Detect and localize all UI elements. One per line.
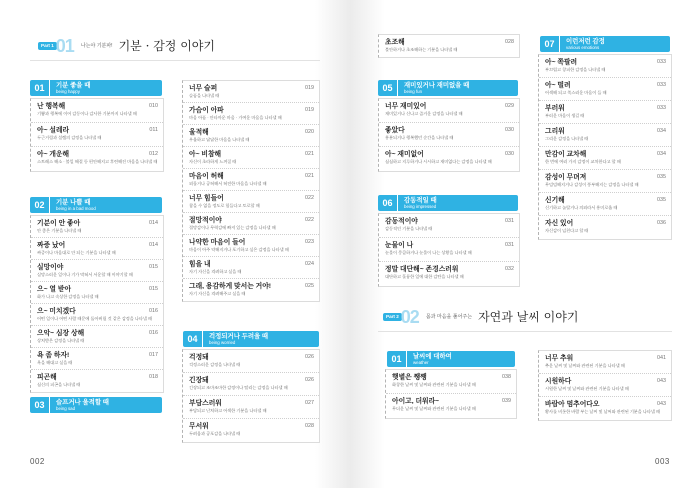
toc-item-page-number: 015 <box>149 264 158 270</box>
toc-item-title: 난 행복해 <box>37 103 66 110</box>
toc-item <box>183 279 319 301</box>
toc-list-being-worried-continued <box>378 34 520 58</box>
toc-item-title: 으~ 미치겠다 <box>37 308 76 315</box>
section-title: 슬프거나 울적할 때 <box>56 399 109 406</box>
toc-item <box>183 169 319 191</box>
toc-item-page-number: 019 <box>305 85 314 91</box>
toc-item <box>539 170 671 193</box>
toc-item-page-number: 024 <box>305 261 314 267</box>
toc-item <box>183 373 319 396</box>
part-tagline: 나는야 기분파! <box>80 43 113 49</box>
part-title: 자연과 날씨 이야기 <box>478 310 579 324</box>
section-heading <box>56 399 109 411</box>
toc-item-description: 무덤덤해지거나 감성이 풍부해지는 감정을 나타낼 때 <box>545 182 639 187</box>
part-title: 기분 · 감정 이야기 <box>118 39 215 53</box>
toc-item <box>183 350 319 373</box>
section-heading <box>56 82 90 94</box>
section-title: 걱정되거나 두려울 때 <box>209 333 269 340</box>
toc-item-page-number: 021 <box>305 173 314 179</box>
toc-item-description: 자기 자신을 격려해주고 싶을 때 <box>189 291 246 296</box>
section-subtitle: being worried <box>209 340 236 345</box>
toc-item <box>31 99 163 123</box>
toc-item-description: 자신이 초라하게 느껴질 때 <box>189 159 237 164</box>
part-1-header <box>38 36 215 56</box>
toc-item <box>379 238 519 262</box>
section-heading <box>404 197 437 209</box>
section-header-weather <box>387 351 515 367</box>
toc-item <box>539 374 671 397</box>
section-title: 재미있거나 재미없을 때 <box>404 82 470 89</box>
toc-item-description: 스트레스 해소 · 볼일 해결 등 편안해지고 후련해진 마음을 나타낼 때 <box>37 159 158 164</box>
part-number: 01 <box>55 36 74 56</box>
toc-item-page-number: 043 <box>657 401 666 407</box>
toc-item-page-number: 023 <box>305 239 314 245</box>
toc-item-title: 나약한 마음이 들어 <box>189 239 246 246</box>
toc-list-weather <box>385 369 517 419</box>
toc-item-description: 부끄럽고 창피한 감정을 나타낼 때 <box>545 67 606 72</box>
toc-item-page-number: 033 <box>657 82 666 88</box>
toc-item-description: 부러운 마음이 생길 때 <box>545 113 585 118</box>
toc-item <box>379 214 519 238</box>
toc-item-title: 감성이 무뎌져 <box>545 174 587 181</box>
toc-item <box>31 282 163 304</box>
toc-item-page-number: 035 <box>657 197 666 203</box>
section-subtitle: being sad <box>56 406 76 411</box>
toc-item-page-number: 038 <box>502 374 511 380</box>
toc-item <box>386 370 516 394</box>
section-number: 03 <box>30 397 50 413</box>
toc-item-description: 눈물이 뭉클하거나 눈물이 나는 상황을 나타낼 때 <box>385 250 472 255</box>
toc-item <box>539 216 671 239</box>
section-header-being-sad <box>30 397 162 413</box>
toc-item-description: 두근거림과 설렘의 감정을 나타낼 때 <box>37 135 102 140</box>
toc-item-description: 욕을 해대고 싶을 때 <box>37 360 73 365</box>
toc-item-description: 자기 자신을 격려하고 싶을 때 <box>189 269 242 274</box>
toc-item-page-number: 030 <box>505 127 514 133</box>
toc-list-being-happy <box>30 98 164 172</box>
toc-item-title: 정말 대단해~ 존경스러워 <box>385 266 459 273</box>
toc-item-description: 자신감이 넘친다고 할 때 <box>545 228 589 233</box>
toc-item-description: 마음이 아주 약해지거나 포기하고 싶은 감정을 나타낼 때 <box>189 247 289 252</box>
toc-item <box>539 78 671 101</box>
section-heading <box>56 199 96 211</box>
section-heading <box>566 38 605 50</box>
toc-item-description: 무더운 날씨 및 날씨와 관련된 기분을 나타낼 때 <box>392 406 476 411</box>
section-heading <box>209 333 268 345</box>
toc-item-description: 흥분되거나 행복했던 순간을 나타낼 때 <box>385 135 454 140</box>
toc-item-page-number: 033 <box>657 59 666 65</box>
toc-item-page-number: 021 <box>305 151 314 157</box>
page-number-left: 002 <box>30 457 45 466</box>
toc-item-title: 아~ 설레라 <box>37 127 70 134</box>
section-number: 05 <box>378 80 398 96</box>
toc-item <box>183 81 319 103</box>
toc-item-description: 불안하거나 초조해하는 기분을 나타낼 때 <box>385 47 458 52</box>
toc-item <box>379 99 519 123</box>
toc-item-title: 아~ 떨려 <box>545 82 571 89</box>
section-subtitle: being happy <box>56 89 80 94</box>
toc-item-title: 시원하다 <box>545 378 572 385</box>
toc-item-title: 절망적이야 <box>189 217 222 224</box>
toc-item-description: 어색해 되고 쑥스러운 마음이 들 때 <box>545 90 607 95</box>
toc-item-page-number: 041 <box>657 355 666 361</box>
toc-item-page-number: 035 <box>657 174 666 180</box>
section-header-being-happy <box>30 80 162 96</box>
toc-item-title: 너무 추워 <box>545 355 574 362</box>
toc-item <box>31 147 163 171</box>
toc-item-description: 걱정스러운 감정을 나타낼 때 <box>189 362 241 367</box>
section-number: 02 <box>30 197 50 213</box>
toc-item-page-number: 034 <box>657 151 666 157</box>
toc-item-page-number: 033 <box>657 105 666 111</box>
toc-item <box>31 123 163 147</box>
toc-item-page-number: 015 <box>149 286 158 292</box>
toc-item-page-number: 026 <box>305 354 314 360</box>
section-title: 기분 나쁠 때 <box>56 199 91 206</box>
toc-item-description: 대단하고 훌륭한 일에 대한 감탄을 나타낼 때 <box>385 274 464 279</box>
toc-item-page-number: 022 <box>305 195 314 201</box>
toc-item-description: 부담되고 난처하고 어색한 기분을 나타낼 때 <box>189 408 267 413</box>
toc-item-title: 만감이 교차해 <box>545 151 587 158</box>
toc-item-description: 추운 날씨 및 날씨와 관련된 기분을 나타낼 때 <box>545 363 625 368</box>
toc-item-page-number: 027 <box>305 400 314 406</box>
toc-item <box>539 55 671 78</box>
toc-item <box>31 238 163 260</box>
section-subtitle: various emotions <box>566 45 600 50</box>
toc-item-description: 감동적인 기분을 나타낼 때 <box>385 226 433 231</box>
toc-item <box>183 257 319 279</box>
toc-item-description: 황사를 비롯한 바람 부는 날씨 및 날씨와 관련된 기분을 나타낼 때 <box>545 409 661 414</box>
toc-item-title: 아이고, 더워라~ <box>392 398 440 405</box>
toc-item-page-number: 039 <box>502 398 511 404</box>
toc-item-title: 으~ 열 받아 <box>37 286 72 293</box>
toc-item-description: 어떤 일이나 어떤 사람 때문에 돌아버릴 것 같은 감정을 나타낼 때 <box>37 316 153 321</box>
section-header-being-fun <box>378 80 518 96</box>
toc-item-title: 그리워 <box>545 128 565 135</box>
part-2-header <box>383 307 578 327</box>
toc-item-description: 실망스러운 일이나 기가 막혀서 서운할 때 이야기할 때 <box>37 272 133 277</box>
toc-item-description: 화가 나고 속상한 감정을 나타낼 때 <box>37 294 99 299</box>
part-badge: Part 1 <box>38 42 57 50</box>
toc-item-title: 마음이 허해 <box>189 173 224 180</box>
toc-item-title: 부담스러워 <box>189 400 222 407</box>
toc-item-description: 한 번에 여러 가지 감정이 교차한다고 할 때 <box>545 159 621 164</box>
section-header-being-impressed <box>378 195 518 211</box>
page-number-right: 003 <box>655 457 670 466</box>
part-number: 02 <box>400 307 419 327</box>
toc-item <box>386 394 516 418</box>
toc-item-description: 참을 수 없을 정도로 힘들다고 토로할 때 <box>189 203 260 208</box>
toc-item-description: 상처받은 감정을 나타낼 때 <box>37 338 85 343</box>
toc-item-page-number: 028 <box>505 39 514 45</box>
toc-item-page-number: 031 <box>505 218 514 224</box>
toc-item-page-number: 018 <box>149 374 158 380</box>
section-title: 감동적일 때 <box>404 197 437 204</box>
toc-item-title: 긴장돼 <box>189 377 209 384</box>
toc-item-title: 기분이 안 좋아 <box>37 220 81 227</box>
toc-item-page-number: 012 <box>149 151 158 157</box>
toc-item <box>539 147 671 170</box>
toc-item-page-number: 036 <box>657 220 666 226</box>
toc-list-being-impressed <box>378 213 520 287</box>
section-number: 04 <box>183 331 203 347</box>
toc-item-description: 긴장되고 조마조마한 감정이나 떨리는 감정을 나타낼 때 <box>189 385 288 390</box>
toc-list-bad-mood <box>30 215 164 393</box>
toc-item-description: 화창한 날씨 및 날씨와 관련된 기분을 나타낼 때 <box>392 382 476 387</box>
toc-item <box>183 191 319 213</box>
toc-item-title: 실망이야 <box>37 264 64 271</box>
toc-item-description: 시원한 날씨 및 날씨와 관련된 기분을 나타낼 때 <box>545 386 629 391</box>
toc-item-page-number: 026 <box>305 377 314 383</box>
toc-item-title: 눈물이 나 <box>385 242 414 249</box>
toc-item-title: 걱정돼 <box>189 354 209 361</box>
toc-item <box>379 35 519 57</box>
toc-list-being-fun <box>378 98 520 172</box>
section-title: 이런저런 감정 <box>566 38 605 45</box>
toc-item-title: 좋았다 <box>385 127 405 134</box>
toc-item <box>31 260 163 282</box>
section-subtitle: being fun <box>404 89 423 94</box>
toc-item-description: 심심하고 지루하거나 시시하고 재미없다는 감정을 나타낼 때 <box>385 159 492 164</box>
toc-item <box>31 370 163 392</box>
toc-item-title: 아~ 비참해 <box>189 151 222 158</box>
section-heading <box>413 353 452 365</box>
toc-item-title: 부러워 <box>545 105 565 112</box>
section-number: 07 <box>540 36 560 52</box>
section-number: 01 <box>30 80 50 96</box>
toc-item <box>539 193 671 216</box>
part-divider <box>378 331 672 332</box>
toc-item <box>183 419 319 442</box>
toc-item-title: 아~ 쪽팔려 <box>545 59 578 66</box>
toc-item-title: 으악~ 심장 상해 <box>37 330 85 337</box>
toc-item <box>183 125 319 147</box>
toc-item-page-number: 043 <box>657 378 666 384</box>
toc-item-page-number: 019 <box>305 107 314 113</box>
toc-item-page-number: 020 <box>305 129 314 135</box>
toc-item-page-number: 016 <box>149 308 158 314</box>
toc-item <box>183 213 319 235</box>
section-subtitle: being in a bad mood <box>56 206 96 211</box>
toc-item-page-number: 016 <box>149 330 158 336</box>
toc-item-description: 마음 아픔 · 안타까운 마음 · 가여운 마음을 나타낼 때 <box>189 115 282 120</box>
toc-item-description: 안 좋은 기분을 나타낼 때 <box>37 228 82 233</box>
toc-item <box>539 124 671 147</box>
section-subtitle: weather <box>413 360 429 365</box>
toc-item-page-number: 028 <box>305 423 314 429</box>
toc-list-being-worried <box>182 349 320 443</box>
section-header-being-worried <box>183 331 319 347</box>
section-header-bad-mood <box>30 197 162 213</box>
toc-item <box>183 235 319 257</box>
toc-item-description: 그리운 감정을 나타낼 때 <box>545 136 589 141</box>
toc-list-weather-continued <box>538 350 672 421</box>
toc-item <box>379 123 519 147</box>
toc-item-title: 무서워 <box>189 423 209 430</box>
toc-item-description: 슬픔을 나타낼 때 <box>189 93 220 98</box>
toc-list-various-emotions <box>538 54 672 240</box>
section-subtitle: being impressed <box>404 204 437 209</box>
toc-item-title: 너무 슬퍼 <box>189 85 218 92</box>
section-heading <box>404 82 469 94</box>
toc-item-description: 심신의 피곤을 나타낼 때 <box>37 382 81 387</box>
toc-item-page-number: 032 <box>505 266 514 272</box>
section-number: 06 <box>378 195 398 211</box>
toc-item-title: 바람아 멈추어다오 <box>545 401 600 408</box>
toc-item <box>31 304 163 326</box>
toc-item <box>31 216 163 238</box>
toc-item <box>31 326 163 348</box>
toc-item-page-number: 010 <box>149 103 158 109</box>
toc-item-description: 우울하고 답답한 마음을 나타낼 때 <box>189 137 250 142</box>
toc-item-page-number: 014 <box>149 220 158 226</box>
toc-item-description: 외롭거나 공허해서 허전한 마음을 나타낼 때 <box>189 181 267 186</box>
toc-item-page-number: 031 <box>505 242 514 248</box>
toc-item-description: 절망감이나 무력감에 빠져 있는 감정을 나타낼 때 <box>189 225 276 230</box>
toc-item-page-number: 011 <box>149 127 158 133</box>
toc-item-title: 울적해 <box>189 129 209 136</box>
toc-item-title: 힘을 내 <box>189 261 211 268</box>
toc-item <box>183 396 319 419</box>
section-title: 기분 좋을 때 <box>56 82 91 89</box>
toc-item-title: 피곤해 <box>37 374 57 381</box>
toc-item-page-number: 034 <box>657 128 666 134</box>
toc-item <box>183 103 319 125</box>
toc-item-page-number: 017 <box>149 352 158 358</box>
right-page <box>350 0 700 488</box>
toc-item <box>539 101 671 124</box>
toc-item-title: 너무 재미있어 <box>385 103 427 110</box>
toc-item-title: 가슴이 아파 <box>189 107 224 114</box>
toc-item-title: 너무 힘들어 <box>189 195 224 202</box>
toc-item-description: 신기하고 놀랍거나 의외라서 흥미로울 때 <box>545 205 618 210</box>
toc-item-title: 아~ 재미없어 <box>385 151 424 158</box>
section-header-various-emotions <box>540 36 670 52</box>
part-badge: Part 2 <box>383 313 402 321</box>
toc-item-page-number: 014 <box>149 242 158 248</box>
toc-item-title: 아~ 개운해 <box>37 151 70 158</box>
toc-item <box>539 397 671 420</box>
toc-item-title: 자신 있어 <box>545 220 574 227</box>
toc-item-page-number: 022 <box>305 217 314 223</box>
toc-item-description: 재미있거나 신나고 즐거운 감정을 나타낼 때 <box>385 111 463 116</box>
toc-item-title: 햇볕은 쨍쨍 <box>392 374 427 381</box>
toc-item-title: 욕 좀 하자! <box>37 352 70 359</box>
toc-item-title: 짜증 났어 <box>37 242 66 249</box>
toc-item-title: 그래, 용감하게 맞서는 거야! <box>189 283 272 290</box>
part-tagline: 몸과 마음을 풀어주는 <box>425 314 473 320</box>
toc-item-title: 감동적이야 <box>385 218 418 225</box>
section-title: 날씨에 대하여 <box>413 353 452 360</box>
part-divider <box>30 60 320 61</box>
toc-item-title: 초조해 <box>385 39 405 46</box>
toc-item-page-number: 030 <box>505 151 514 157</box>
toc-item-page-number: 029 <box>505 103 514 109</box>
toc-item <box>539 351 671 374</box>
toc-item-page-number: 025 <box>305 283 314 289</box>
toc-item <box>183 147 319 169</box>
section-number: 01 <box>387 351 407 367</box>
toc-item <box>379 262 519 286</box>
toc-item-description: 짜증이나 마음대로 안 되는 기분을 나타낼 때 <box>37 250 116 255</box>
toc-item-title: 신기해 <box>545 197 565 204</box>
toc-item-description: 기쁨과 행복에 이어 감동이나 감사한 기분까지 나타낼 때 <box>37 111 137 116</box>
toc-item <box>379 147 519 171</box>
toc-list-being-sad <box>182 80 320 302</box>
toc-item <box>31 348 163 370</box>
toc-item-description: 두려움과 공포감을 나타낼 때 <box>189 431 241 436</box>
